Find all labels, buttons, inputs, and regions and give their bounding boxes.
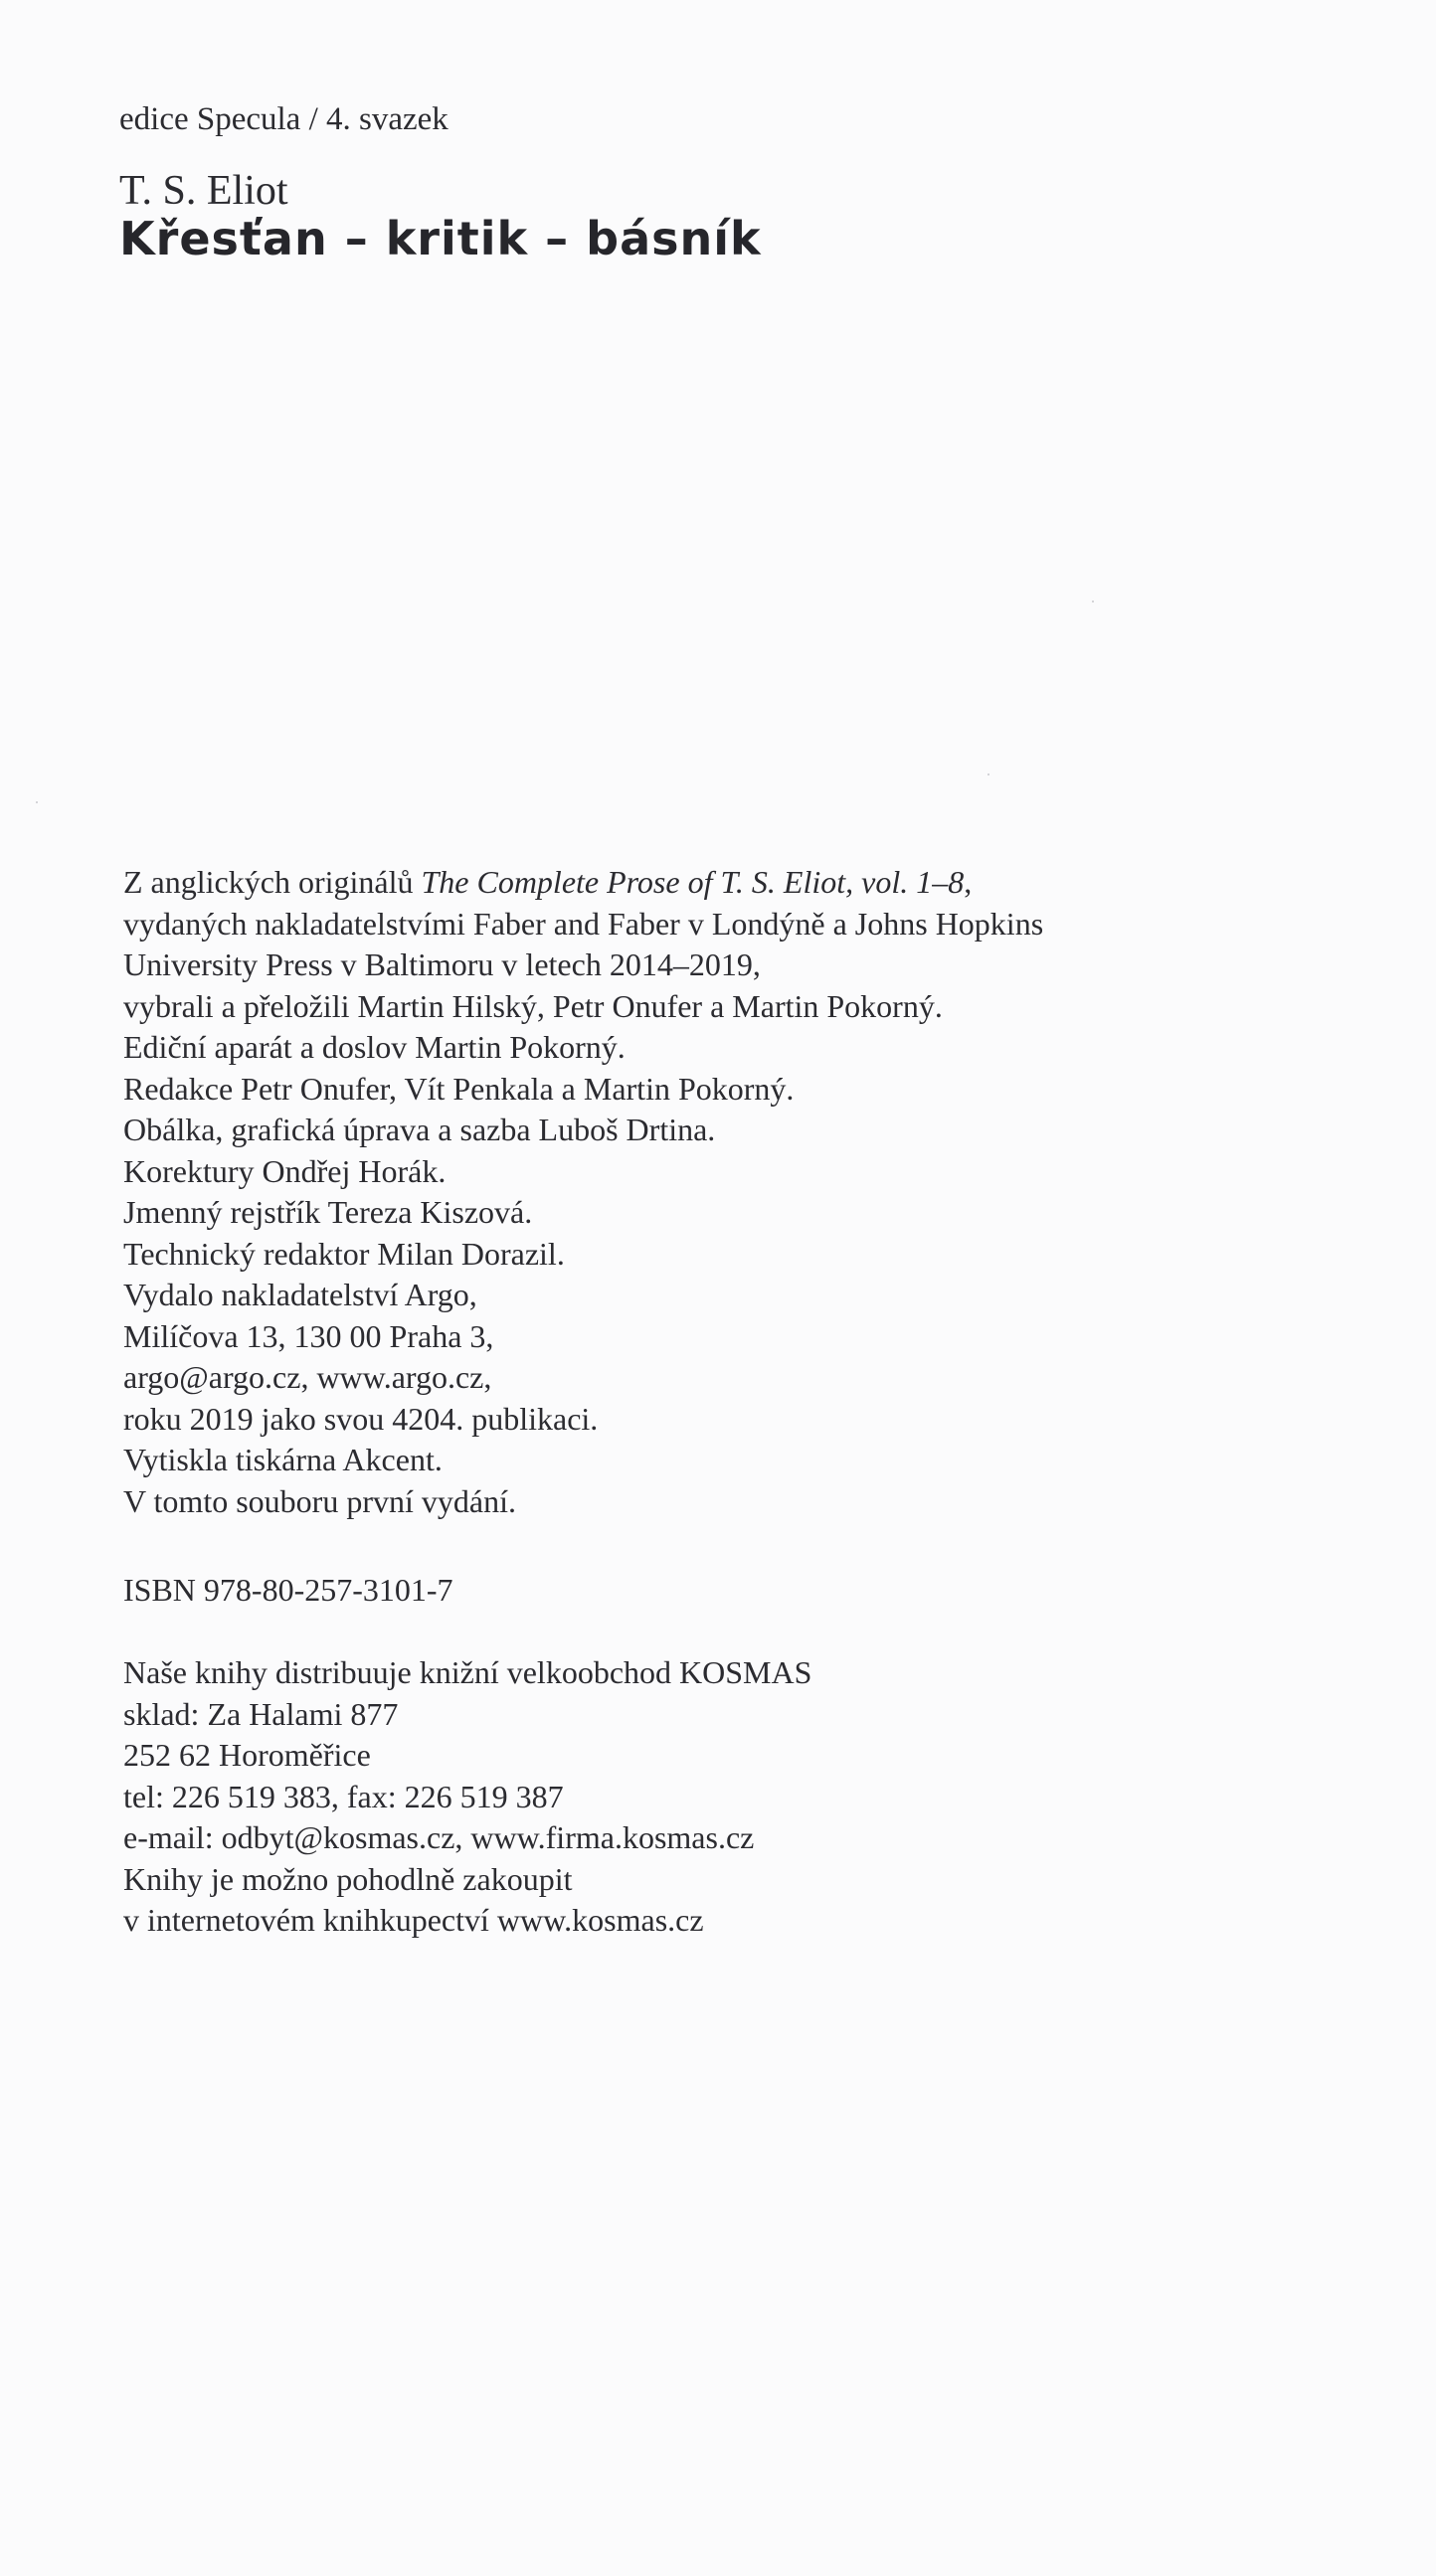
credits-line: vydaných nakladatelstvími Faber and Faber v Londýně a Johns Hopkins — [123, 905, 1044, 942]
distribution-block — [123, 1652, 811, 1942]
credits-line: Korektury Ondřej Horák. — [123, 1152, 447, 1189]
distribution-line: Naše knihy distribuuje knižní velkoobchod KOSMAS — [123, 1654, 812, 1690]
credits-line: Milíčova 13, 130 00 Praha 3, — [123, 1317, 494, 1354]
credits-line: Obálka, grafická úprava a sazba Luboš Drtina. — [123, 1112, 716, 1147]
paper-speck — [987, 773, 989, 775]
paper-speck — [1092, 601, 1094, 602]
credits-line-suffix: , — [964, 864, 973, 900]
credits-line: Redakce Petr Onufer, Vít Penkala a Martin Pokorný. — [123, 1070, 795, 1107]
credits-line: Jmenný rejstřík Tereza Kiszová. — [123, 1194, 533, 1230]
credits-line: Vytiskla tiskárna Akcent. — [123, 1442, 443, 1477]
credits-line: Ediční aparát a doslov Martin Pokorný. — [123, 1029, 626, 1065]
credits-line: roku 2019 jako svou 4204. publikaci. — [123, 1400, 599, 1437]
author-name: T. S. Eliot — [119, 168, 288, 214]
credits-line: argo@argo.cz, www.argo.cz, — [123, 1359, 492, 1395]
credits-line: University Press v Baltimoru v letech 2014–2019, — [123, 946, 761, 982]
credits-line: V tomto souboru první vydání. — [123, 1482, 516, 1519]
isbn — [123, 1570, 453, 1612]
distribution-line: e-mail: odbyt@kosmas.cz, www.firma.kosmas.cz — [123, 1819, 755, 1855]
credits-line: Technický redaktor Milan Dorazil. — [123, 1235, 565, 1272]
credits-line-prefix: Z anglických originálů — [123, 864, 422, 900]
book-title: Křesťan – kritik – básník — [119, 212, 762, 265]
distribution-line: Knihy je možno pohodlně zakoupit — [123, 1860, 573, 1897]
paper-speck — [36, 801, 38, 803]
credits-block — [123, 862, 1043, 1522]
distribution-line: sklad: Za Halami 877 — [123, 1695, 399, 1732]
credits-line: vybrali a přeložili Martin Hilský, Petr Onufer a Martin Pokorný. — [123, 987, 943, 1024]
original-work-title: The Complete Prose of T. S. Eliot, vol. 1–8 — [421, 864, 965, 900]
distribution-line: v internetovém knihkupectví www.kosmas.cz — [123, 1902, 704, 1938]
credits-line-original — [123, 862, 1043, 904]
distribution-line: tel: 226 519 383, fax: 226 519 387 — [123, 1778, 564, 1814]
distribution-line: 252 62 Horoměřice — [123, 1737, 371, 1773]
credits-line: Vydalo nakladatelství Argo, — [123, 1277, 477, 1312]
series-label: edice Specula / 4. svazek — [119, 101, 449, 137]
isbn-line: ISBN 978-80-257-3101-7 — [123, 1572, 453, 1608]
